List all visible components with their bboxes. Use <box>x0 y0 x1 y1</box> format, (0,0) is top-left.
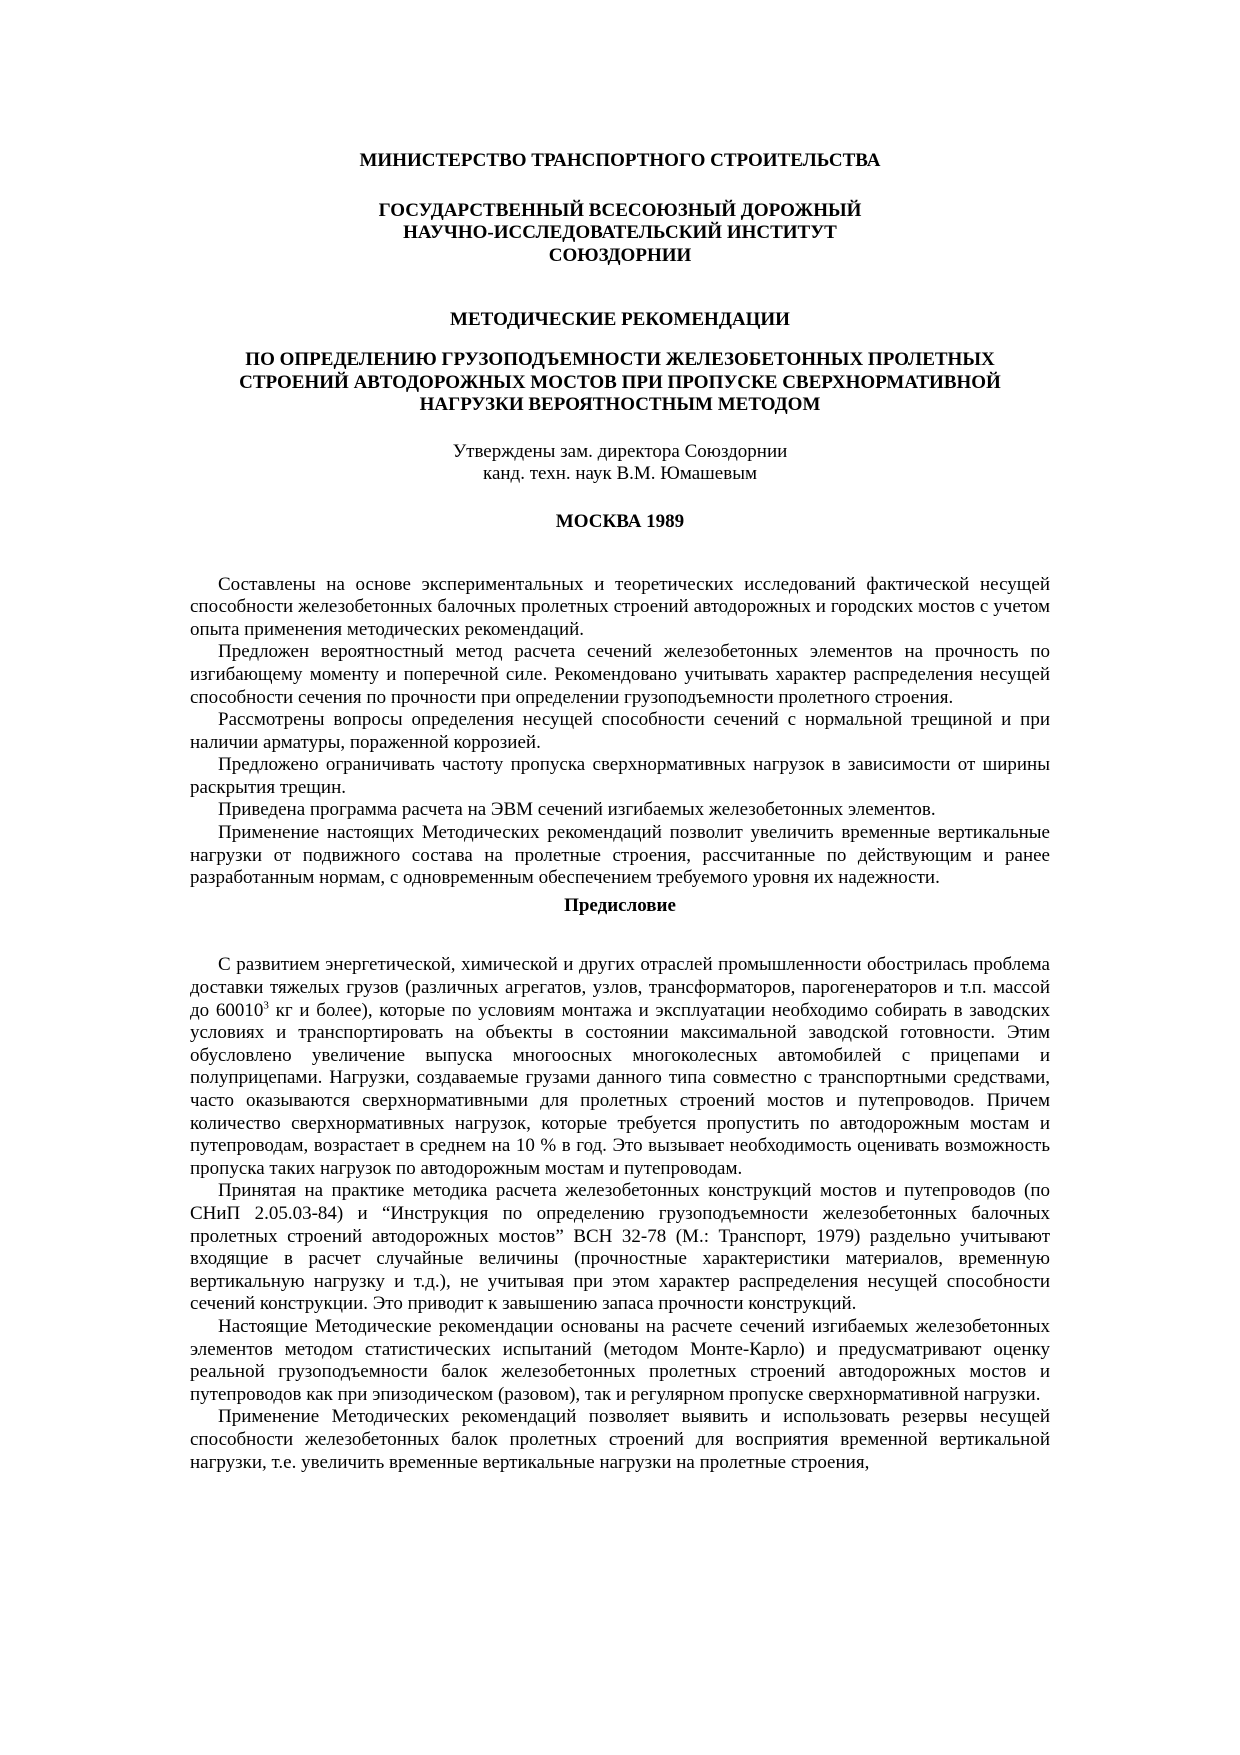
preface-paragraph: Применение Методических рекомендаций позволяет выявить и использовать резервы несущей способности железобетонных балок пролетных строений для восприятия временной вертикальной нагрузки, т.е. увеличить временные вертикальные нагрузки на пролетные строения, <box>190 1406 1050 1473</box>
approval-note <box>190 441 1050 486</box>
title-line: НАГРУЗКИ ВЕРОЯТНОСТНЫМ МЕТОДОМ <box>419 394 821 416</box>
institute-line: ГОСУДАРСТВЕННЫЙ ВСЕСОЮЗНЫЙ ДОРОЖНЫЙ <box>378 199 862 221</box>
approval-line: канд. техн. наук В.М. Юмашевым <box>483 463 757 485</box>
preface-heading: Предисловие <box>564 894 676 916</box>
city-year: МОСКВА 1989 <box>555 510 685 532</box>
preface-section <box>190 954 1050 1474</box>
abstract-paragraph: Предложен вероятностный метод расчета сечений железобетонных элементов на прочность по изгибающему моменту и поперечной силе. Рекомендовано учитывать характер распределения несущей способности сечения по прочности при определении грузоподъемности пролетного строения. <box>190 641 1050 708</box>
preface-paragraph <box>190 954 1050 1180</box>
abstract-paragraph: Применение настоящих Методических рекомендаций позволит увеличить временные вертикальные нагрузки от подвижного состава на пролетные строения, рассчитанные по действующим и ранее разработанным нормам, с одновременным обеспечением требуемого уровня их надежности. <box>190 822 1050 889</box>
abstract-paragraph: Рассмотрены вопросы определения несущей способности сечений с нормальной трещиной и при наличии арматуры, пораженной коррозией. <box>190 709 1050 753</box>
institute-heading <box>190 200 1050 268</box>
title-line: ПО ОПРЕДЕЛЕНИЮ ГРУЗОПОДЪЕМНОСТИ ЖЕЛЕЗОБЕТОННЫХ ПРОЛЕТНЫХ <box>245 348 995 370</box>
abstract-paragraph: Приведена программа расчета на ЭВМ сечений изгибаемых железобетонных элементов. <box>218 799 936 821</box>
abstract-section <box>190 574 1050 890</box>
document-type-heading: МЕТОДИЧЕСКИЕ РЕКОМЕНДАЦИИ <box>450 309 790 331</box>
preface-paragraph: Настоящие Методические рекомендации основаны на расчете сечений изгибаемых железобетонных элементов методом статистических испытаний (методом Монте-Карло) и предусматривают оценку реальной грузоподъемности балок железобетонных пролетных строений автодорожных мостов и путепроводов как при эпизодическом (разовом), так и регулярном пропуске сверхнормативной нагрузки. <box>190 1315 1050 1405</box>
document-title <box>190 349 1050 417</box>
approval-line: Утверждены зам. директора Союздорнии <box>452 440 788 462</box>
ministry-heading: МИНИСТЕРСТВО ТРАНСПОРТНОГО СТРОИТЕЛЬСТВА <box>359 150 881 171</box>
institute-line: НАУЧНО-ИССЛЕДОВАТЕЛЬСКИЙ ИНСТИТУТ <box>403 222 837 244</box>
abstract-paragraph: Составлены на основе экспериментальных и теоретических исследований фактической несущей способности железобетонных балочных пролетных строений автодорожных и городских мостов с учетом опыта применения методических рекомендаций. <box>190 573 1050 640</box>
preface-text: кг и более), которые по условиям монтажа и эксплуатации необходимо собирать в заводских условиях и транспортировать на объекты в состоянии максимальной заводской готовности. Этим обусловлено увеличение выпуска многоосных многоколесных автомобилей с прицепами и полуприцепами. Нагрузки, создаваемые грузами данного типа совместно с транспортными средствами, часто оказываются сверхнормативными для пролетных строений мостов и путепроводов. Причем количество сверхнормативных нагрузок, которые требуется пропустить по автодорожным мостам и путепроводам, возрастает в среднем на 10 % в год. Это вызывает необходимость оценивать возможность пропуска таких нагрузок по автодорожным мостам и путепроводам. <box>190 999 1051 1179</box>
preface-text: С развитием энергетической, химической и других отраслей промышленности обострилась проблема доставки тяжелых грузов (различных агрегатов, узлов, трансформаторов, парогенераторов и т.п. массой до 600 <box>190 954 1050 1021</box>
institute-line: СОЮЗДОРНИИ <box>548 244 692 266</box>
title-line: СТРОЕНИЙ АВТОДОРОЖНЫХ МОСТОВ ПРИ ПРОПУСКЕ СВЕРХНОРМАТИВНОЙ <box>239 371 1001 393</box>
document-page <box>190 150 1050 1474</box>
mass-multiplier: 10 <box>244 999 264 1021</box>
mass-exponent: 3 <box>263 999 269 1012</box>
preface-paragraph: Принятая на практике методика расчета железобетонных конструкций мостов и путепроводов (по СНиП 2.05.03-84) и “Инструкция по определению грузоподъемности железобетонных балочных пролетных строений автодорожных мостов” ВСН 32-78 (М.: Транспорт, 1979) раздельно учитывают входящие в расчет случайные величины (прочностные характеристики материалов, временную вертикальную нагрузку и т.д.), не учитывая при этом характер распределения несущей способности сечений конструкции. Это приводит к завышению запаса прочности конструкций. <box>190 1180 1050 1315</box>
abstract-paragraph: Предложено ограничивать частоту пропуска сверхнормативных нагрузок в зависимости от ширины раскрытия трещин. <box>190 754 1050 798</box>
